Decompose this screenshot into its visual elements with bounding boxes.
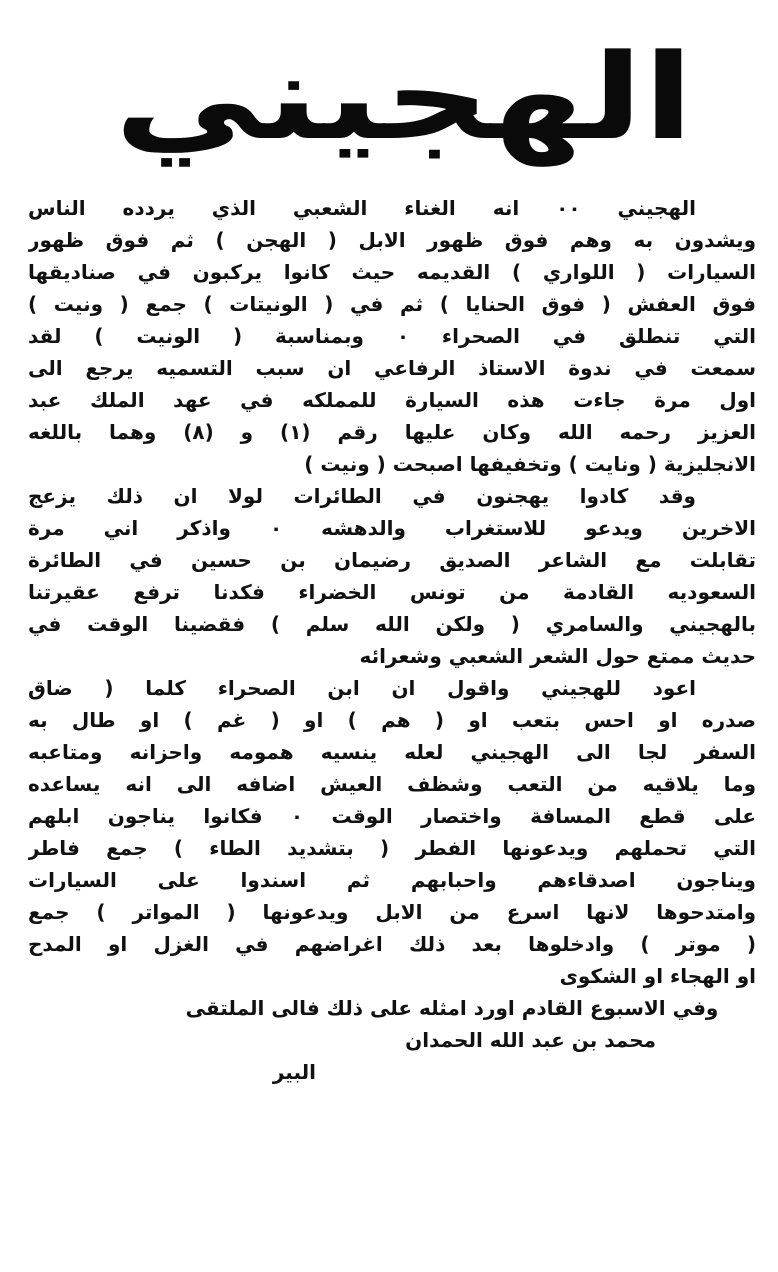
article-closing-line: وفي الاسبوع القادم اورد امثله على ذلك فالى الملتقى [185, 996, 719, 1020]
article-line: الانجليزية ( ونايت ) وتخفيفها اصبحت ( ونيت ) [304, 452, 756, 476]
article-line: حديث ممتع حول الشعر الشعبي وشعرائه [359, 644, 756, 668]
article-line: التي تنطلق في الصحراء ٠ وبمناسبة ( الونيت ) لقد [28, 324, 756, 348]
author-name: محمد بن عبد الله الحمدان [405, 1028, 656, 1052]
article-line: ويشدون به وهم فوق ظهور الابل ( الهجن ) ثم فوق ظهور [28, 228, 756, 252]
article-line: تقابلت مع الشاعر الصديق رضيمان بن حسين في الطائرة [28, 548, 756, 572]
article-line: بالهجيني والسامري ( ولكن الله سلم ) فقضينا الوقت في [28, 612, 756, 636]
article-line: الاخرين ويدعو للاستغراب والدهشه ٠ واذكر اني مرة [28, 516, 756, 540]
article-line: ( موتر ) وادخلوها بعد ذلك اغراضهم في الغزل او المدح [28, 932, 756, 956]
article-line: السعوديه القادمة من تونس الخضراء فكدنا ترفع عقيرتنا [28, 580, 756, 604]
article-title: الهجيني [114, 28, 694, 166]
article-line: صدره او احس بتعب او ( هم ) او ( غم ) او طال به [28, 708, 756, 732]
article-line: اول مرة جاءت هذه السيارة للمملكه في عهد الملك عبد [28, 388, 756, 412]
article-body [28, 192, 756, 1088]
article-line: ويناجون اصدقاءهم واحبابهم ثم اسندوا على السيارات [28, 868, 756, 892]
article-line: الهجيني ٠٠ انه الغناء الشعبي الذي يردده الناس [28, 196, 696, 220]
article-line: اعود للهجيني واقول ان ابن الصحراء كلما ( ضاق [28, 676, 696, 700]
article-line: او الهجاء او الشكوى [559, 964, 756, 988]
author-location: البير [272, 1060, 316, 1084]
article-line: وامتدحوها لانها اسرع من الابل ويدعونها ( المواتر ) جمع [28, 900, 756, 924]
article-line: على قطع المسافة واختصار الوقت ٠ فكانوا يناجون ابلهم [28, 804, 756, 828]
article-line: العزيز رحمه الله وكان عليها رقم (١) و (٨) وهما باللغه [28, 420, 756, 444]
article-line: السيارات ( اللواري ) القديمه حيث كانوا يركبون في صناديقها [28, 260, 756, 284]
article-line: التي تحملهم ويدعونها الفطر ( بتشديد الطاء ) جمع فاطر [28, 836, 756, 860]
article-line: السفر لجا الى الهجيني لعله ينسيه همومه واحزانه ومتاعبه [28, 740, 756, 764]
article-line: فوق العفش ( فوق الحنايا ) ثم في ( الونيتات ) جمع ( ونيت ) [28, 292, 756, 316]
article-line: وما يلاقيه من التعب وشظف العيش اضافه الى انه يساعده [28, 772, 756, 796]
article-line: سمعت في ندوة الاستاذ الرفاعي ان سبب التسميه يرجع الى [28, 356, 756, 380]
article-line: وقد كادوا يهجنون في الطائرات لولا ان ذلك يزعج [28, 484, 696, 508]
